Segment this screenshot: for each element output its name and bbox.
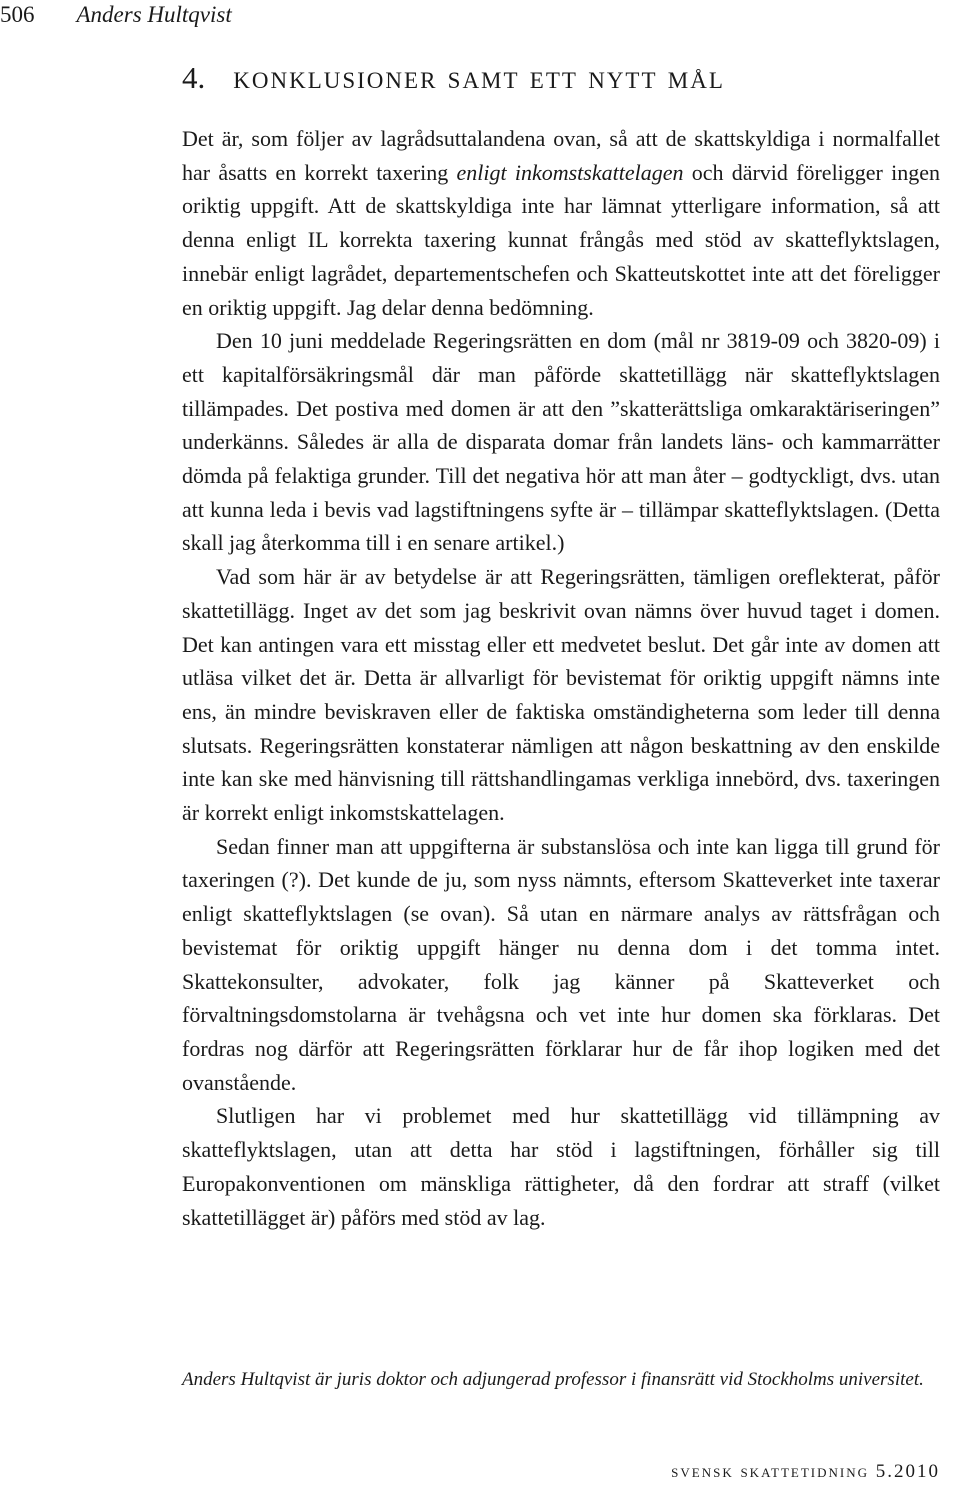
running-head bbox=[0, 2, 232, 28]
paragraph-1-part-b: och därvid föreligger ingen oriktig uppgift. Att de skattskyldiga inte har lämnat ytterligare information, så att denna enligt IL korrekta taxering kunnat frångås med stöd av skatteflyktslagen, innebär enligt lagrådet, departementschefen och Skatteutskottet inte att det föreligger en oriktig uppgift. Jag delar denna bedömning. bbox=[182, 159, 940, 320]
running-head-author: Anders Hultqvist bbox=[76, 2, 232, 27]
section-heading bbox=[182, 58, 942, 98]
author-bio: Anders Hultqvist är juris doktor och adjungerad professor i finansrätt vid Stockholms universitet. bbox=[182, 1369, 924, 1390]
paragraph-1-emphasis: enligt inkomstskattelagen bbox=[456, 159, 684, 185]
section-number: 4. bbox=[182, 60, 206, 95]
paragraph-2: Den 10 juni meddelade Regeringsrätten en dom (mål nr 3819-09 och 3820-09) i ett kapitalförsäkringsmål där man påförde skattetillägg när skatteflyktslagen tillämpades. Det postiva med domen är att den ”skatterättsliga omkaraktäriseringen” underkänns. Således är alla de disparata domar från landets läns- och kammarrätter dömda på felaktiga grunder. Till det negativa hör att man åter – godtyckligt, dvs. utan att kunna leda i bevis vad lagstiftningens syfte är – tillämpar skatteflyktslagen. (Detta skall jag återkomma till i en senare artikel.) bbox=[182, 328, 940, 556]
paragraph-4: Sedan finner man att uppgifterna är substanslösa och inte kan ligga till grund för taxeringen (?). Det kunde de ju, som nyss nämnts, eftersom Skatteverket inte taxerar enligt skatteflyktslagen (se ovan). Så utan en närmare analys av rättsfrågan och bevistemat för oriktig uppgift hänger nu denna dom i det tomma intet. Skattekonsulter, advokater, folk jag känner på Skatteverket och förvaltningsdomstolarna är tvehågsna och vet inte hur domen ska förklaras. Det fordras nog därför att Regeringsrätten förklarar hur de får ihop logiken med det ovanstående. bbox=[182, 833, 940, 1095]
paragraph-3: Vad som här är av betydelse är att Regeringsrätten, tämligen oreflekterat, påför skattetillägg. Inget av det som jag beskrivit ovan nämns över huvud taget i domen. Det kan antingen vara ett misstag eller ett medvetet beslut. Det går inte av domen att utläsa vilket det är. Detta är allvarligt för bevistemat för oriktig uppgift nämns inte ens, än mindre beviskraven eller de faktiska omständigheterna som leder till denna slutsats. Regeringsrätten konstaterar nämligen att någon beskattning av den enskilde inte kan ske med hänvisning till rättshandlingamas verkliga innebörd, dvs. taxeringen är korrekt enligt inkomstskattelagen. bbox=[182, 564, 940, 826]
paragraph-1-part-a: Det är, som följer av lagrådsuttalandena ovan, så att de skattskyldiga i normalfallet har åsatts en korrekt taxering bbox=[182, 126, 940, 185]
journal-footer: svensk skattetidning 5.2010 bbox=[671, 1461, 940, 1482]
section-title: konklusioner samt ett nytt mål bbox=[233, 60, 725, 96]
article-body bbox=[182, 122, 940, 1234]
paragraph-5: Slutligen har vi problemet med hur skattetillägg vid tillämpning av skatteflyktslagen, utan att detta har stöd i lagstiftningen, förhåller sig till Europakonventionen om mänskliga rättigheter, då den fordrar att straff (vilket skattetillägget är) påförs med stöd av lag. bbox=[182, 1103, 940, 1230]
paragraph-1 bbox=[182, 122, 940, 324]
page-number: 506 bbox=[0, 2, 35, 27]
